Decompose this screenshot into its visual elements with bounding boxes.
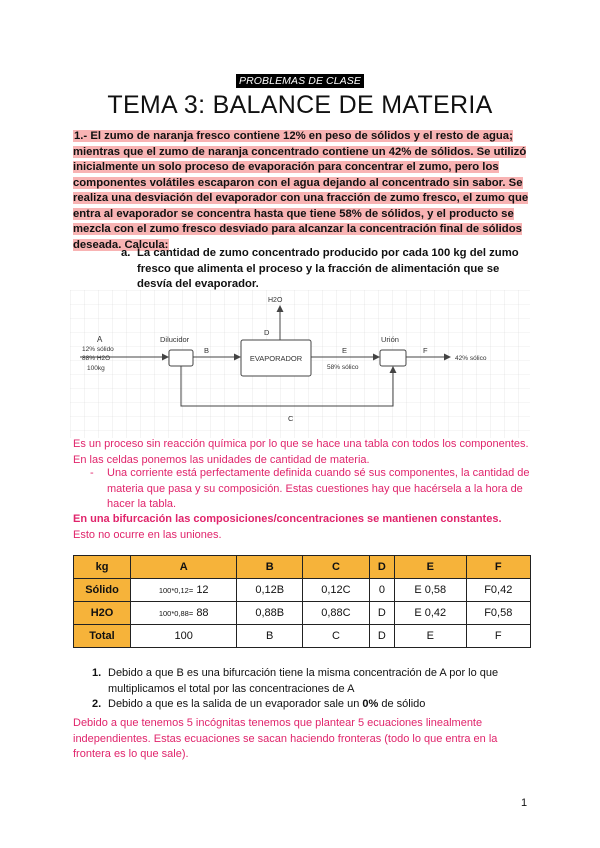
water-label: H2O: [268, 297, 283, 304]
table-row: Total 100 B C D E F: [74, 625, 531, 648]
stream-c-label: C: [288, 414, 294, 423]
f-note: 42% sólico: [455, 355, 487, 362]
list-item: 1. Debido a que B es una bifurcación tiene la misma concentración de A por lo que multiplicamos el total por las concentraciones de A: [92, 667, 499, 695]
feed-line2: 88% H2O: [82, 355, 111, 362]
table-row: Sólido 100*0,12= 12 0,12B 0,12C 0 E 0,58 F0,42: [74, 579, 531, 602]
splitter-label: Dilucidor: [160, 335, 190, 344]
evaporator-label: EVAPORADOR: [249, 354, 303, 363]
table-header-row: kg A B C D E F: [74, 556, 531, 579]
sub-question: a. La cantidad de zumo concentrado producido por cada 100 kg del zumo fresco que alimenta el proceso y la fracción de alimentación que se desvía del evaporador.: [121, 247, 519, 290]
feed-line1: 12% sólido: [82, 346, 114, 353]
stream-d-label: D: [264, 328, 270, 337]
stream-b-label: B: [204, 346, 210, 355]
balance-table: [73, 555, 531, 648]
mixer-box: [380, 350, 406, 366]
page-title: TEMA 3: BALANCE DE MATERIA: [107, 91, 493, 119]
mixer-label: Urión: [381, 335, 399, 344]
note-paragraph-3: Debido a que tenemos 5 incógnitas tenemos que plantear 5 ecuaciones linealmente independientes. Estas ecuaciones se sacan haciendo fronteras (todo lo que entra en la frontera es lo que sale).: [73, 717, 498, 760]
note-paragraph-2: En una bifurcación las composiciones/concentraciones se mantienen constantes. Esto no ocurre en las uniones.: [73, 513, 502, 541]
page-number: 1: [521, 797, 528, 809]
table-row: H2O 100*0,88= 88 0,88B 0,88C D E 0,42 F0,58: [74, 602, 531, 625]
problem-statement: 1.- El zumo de naranja fresco contiene 12% en peso de sólidos y el resto de agua; mientras que el zumo de naranja concentrado contiene un 42% de sólidos. Se utilizó inicialmente un solo proceso de evaporación para concentrar el zumo, pero los componentes volátiles escaparon con el agua dejando al concentrado sin sabor. Se realiza una desviación del evaporador con una fracción de zumo fresco, el zumo que entra al evaporador se concentra hasta que tiene 58% de sólidos, y el producto se mezcla con el zumo fresco desviado para alcanzar la concentración final de sólidos deseada. Calcula:: [73, 130, 529, 251]
note-paragraph-1: Es un proceso sin reacción química por lo que se hace una tabla con todos los componentes. En las celdas ponemos las unidades de cantidad de materia.: [73, 438, 529, 466]
stream-e-label: E: [342, 346, 348, 355]
note-bullet: - Una corriente está perfectamente definida cuando sé sus componentes, la cantidad de materia que pasa y su composición. Estas cuestiones hay que hacérsela a la hora de hacer la tabla.: [90, 467, 530, 510]
process-diagram: [70, 290, 530, 438]
header-kicker: PROBLEMAS DE CLASE: [0, 71, 600, 89]
feed-label: A: [97, 335, 103, 344]
list-item: 2. Debido a que es la salida de un evaporador sale un 0% de sólido: [92, 698, 426, 710]
stream-f-label: F: [423, 346, 428, 355]
splitter-box: [169, 350, 193, 366]
e-note: 58% sólico: [327, 364, 359, 371]
feed-line3: 100kg: [87, 365, 105, 372]
